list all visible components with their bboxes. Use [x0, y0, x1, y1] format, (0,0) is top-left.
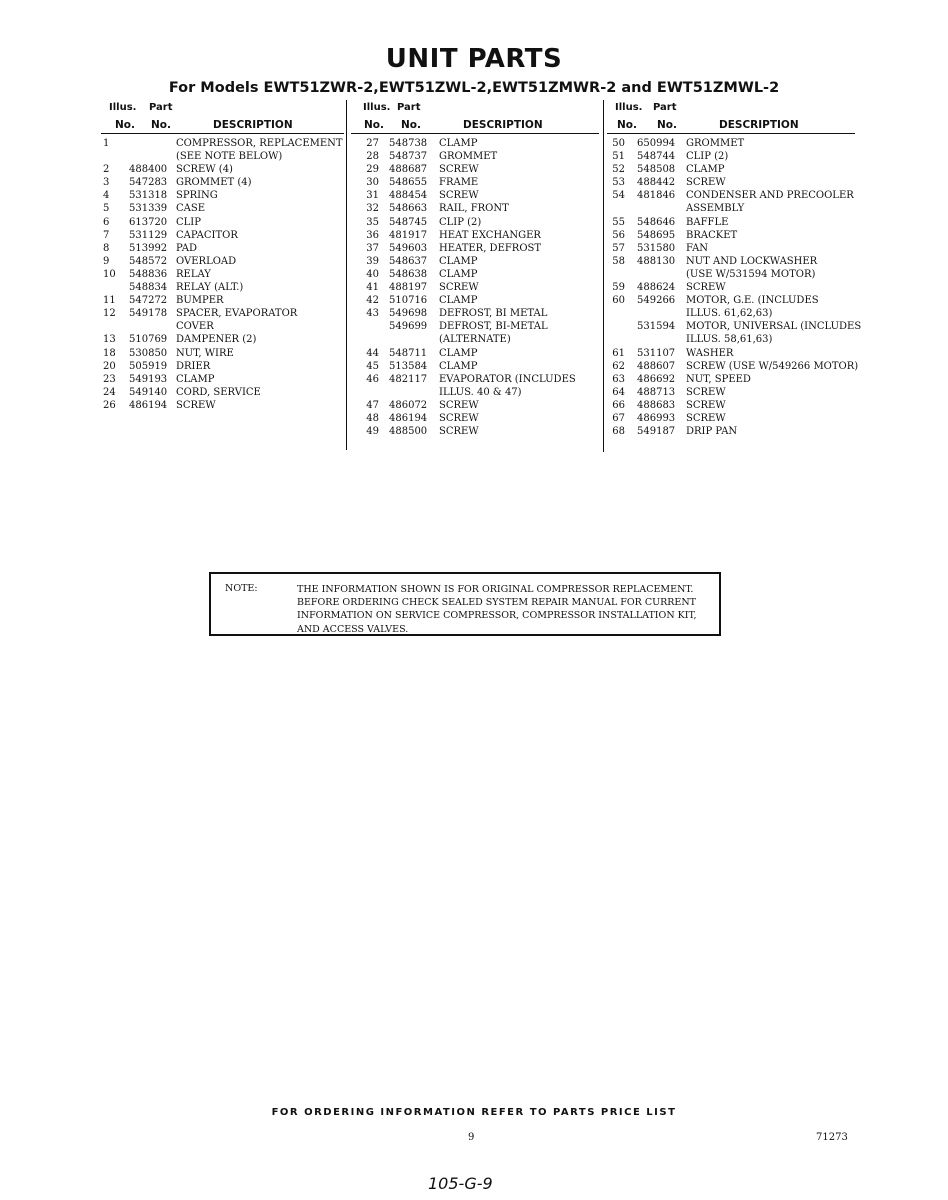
part-header: Part: [397, 102, 421, 113]
part-description: HEAT EXCHANGER: [439, 229, 541, 241]
part-number: 486993: [637, 412, 676, 424]
part-description: ILLUS. 58,61,63): [686, 334, 773, 346]
table-row: [607, 150, 855, 163]
part-number: 486692: [637, 373, 676, 385]
table-row: [607, 307, 855, 320]
part-description: COMPRESSOR, REPLACEMENT: [176, 138, 343, 149]
illus-number: 57: [612, 242, 625, 254]
part-number: 488687: [389, 164, 428, 176]
illus-no-header: No.: [364, 119, 384, 131]
part-number: 510769: [129, 334, 168, 346]
part-header: Part: [653, 102, 677, 113]
part-description: (ALTERNATE): [439, 334, 511, 346]
illus-number: 29: [366, 164, 379, 176]
part-number: 488683: [637, 399, 676, 411]
part-number: 548655: [389, 177, 428, 189]
illus-number: 35: [366, 216, 379, 228]
part-number: 548695: [637, 229, 676, 241]
part-description: SCREW: [686, 399, 726, 411]
table-row: [351, 412, 599, 425]
table-row: [101, 307, 344, 320]
table-row: [101, 255, 344, 268]
part-description: RELAY (ALT.): [176, 282, 244, 294]
illus-no-header: No.: [115, 119, 135, 131]
parts-rows: [101, 137, 344, 412]
parts-column-3: [607, 102, 862, 438]
illus-number: 27: [366, 138, 379, 149]
part-description: SCREW: [439, 412, 479, 424]
part-description: RELAY: [176, 268, 211, 280]
table-row: [101, 150, 344, 163]
note-text: THE INFORMATION SHOWN IS FOR ORIGINAL COMPRESSOR REPLACEMENT. BEFORE ORDERING CHECK SEALED SYSTEM REPAIR MANUAL FOR CURRENT INFORMATION ON SERVICE COMPRESSOR, COMPRESSOR INSTALLATION KIT, AND ACCESS VALVES.: [297, 584, 697, 635]
part-number: 549178: [129, 308, 168, 320]
page-title: UNIT PARTS: [385, 44, 563, 74]
part-description: CLAMP: [176, 373, 215, 385]
table-row: [351, 320, 599, 333]
illus-number: 26: [103, 399, 116, 411]
table-row: [607, 386, 855, 399]
part-number: 547283: [129, 177, 168, 189]
part-description: CLAMP: [439, 360, 478, 372]
table-row: [101, 163, 344, 176]
page-number: 9: [468, 1132, 475, 1143]
illus-number: 64: [612, 386, 625, 398]
table-row: [607, 347, 855, 360]
illus-number: 49: [366, 426, 379, 438]
part-description: NUT, SPEED: [686, 373, 751, 385]
part-number: 548834: [129, 282, 168, 294]
part-number: 510716: [389, 295, 428, 307]
illus-number: 31: [366, 190, 379, 202]
part-number: 548745: [389, 216, 428, 228]
part-description: CLAMP: [439, 255, 478, 267]
table-row: [101, 268, 344, 281]
parts-column-2: [351, 102, 599, 438]
table-row: [351, 150, 599, 163]
part-number: 549603: [389, 242, 428, 254]
part-description: HEATER, DEFROST: [439, 242, 542, 254]
table-row: [101, 176, 344, 189]
illus-number: 13: [103, 334, 116, 346]
table-row: [101, 281, 344, 294]
models-subtitle: For Models EWT51ZWR-2,EWT51ZWL-2,EWT51ZMWR-2 and EWT51ZMWL-2: [168, 80, 780, 96]
illus-number: 55: [612, 216, 625, 228]
part-description: DEFROST, BI METAL: [439, 308, 548, 320]
part-number: 488442: [637, 177, 676, 189]
part-description: CLIP (2): [686, 151, 729, 163]
illus-number: 23: [103, 373, 116, 385]
part-number: 549698: [389, 308, 428, 320]
part-description: CLAMP: [686, 164, 725, 176]
illus-number: 10: [103, 268, 116, 280]
illus-number: 62: [612, 360, 625, 372]
column-header: [101, 102, 344, 134]
table-row: [351, 399, 599, 412]
part-description: SCREW: [439, 190, 479, 202]
table-row: [607, 425, 855, 438]
part-number: 548663: [389, 203, 428, 215]
illus-no-header: No.: [617, 119, 637, 131]
table-row: [101, 320, 344, 333]
illus-number: 50: [612, 138, 625, 149]
table-row: [351, 216, 599, 229]
part-description: SCREW: [686, 177, 726, 189]
part-header: Part: [149, 102, 173, 113]
illus-number: 40: [366, 268, 379, 280]
part-description: COVER: [176, 321, 214, 333]
table-row: [101, 386, 344, 399]
illus-number: 52: [612, 164, 625, 176]
part-description: CLIP (2): [439, 216, 482, 228]
illus-header: Illus.: [109, 102, 137, 113]
table-row: [607, 242, 855, 255]
part-description: SCREW: [686, 412, 726, 424]
part-description: SCREW: [439, 164, 479, 176]
part-description: PAD: [176, 242, 198, 254]
table-row: [101, 333, 344, 346]
table-row: [351, 163, 599, 176]
part-description: WASHER: [686, 347, 734, 359]
part-number: 531318: [129, 190, 168, 202]
ordering-footer: FOR ORDERING INFORMATION REFER TO PARTS PRICE LIST: [271, 1107, 677, 1118]
note-label: NOTE:: [225, 583, 258, 594]
part-no-header: No.: [657, 119, 677, 131]
description-header: DESCRIPTION: [213, 119, 293, 131]
part-number: 531580: [637, 242, 676, 254]
illus-number: 61: [612, 347, 625, 359]
table-row: [351, 229, 599, 242]
illus-number: 5: [103, 203, 110, 215]
table-row: [607, 189, 855, 202]
part-description: CAPACITOR: [176, 229, 238, 241]
part-number: 548737: [389, 151, 428, 163]
part-number: 486072: [389, 399, 428, 411]
illus-number: 68: [612, 426, 625, 438]
table-row: [101, 242, 344, 255]
table-row: [607, 294, 855, 307]
table-row: [101, 399, 344, 412]
part-description: DAMPENER (2): [176, 334, 257, 346]
table-row: [351, 307, 599, 320]
illus-number: 43: [366, 308, 379, 320]
part-description: BAFFLE: [686, 216, 729, 228]
table-row: [351, 373, 599, 386]
part-number: 505919: [129, 360, 168, 372]
illus-number: 51: [612, 151, 625, 163]
part-description: EVAPORATOR (INCLUDES: [439, 373, 576, 385]
part-number: 548836: [129, 268, 168, 280]
part-number: 548646: [637, 216, 676, 228]
illus-number: 47: [366, 399, 379, 411]
part-number: 650994: [637, 138, 676, 149]
illus-number: 56: [612, 229, 625, 241]
part-description: SCREW: [439, 399, 479, 411]
parts-column-1: [101, 102, 344, 412]
part-number: 488500: [389, 426, 428, 438]
part-number: 513584: [389, 360, 428, 372]
table-row: [607, 216, 855, 229]
table-row: [351, 333, 599, 346]
table-row: [101, 373, 344, 386]
part-description: CLAMP: [439, 138, 478, 149]
illus-number: 36: [366, 229, 379, 241]
table-row: [607, 202, 855, 215]
part-description: DRIER: [176, 360, 211, 372]
column-header: [351, 102, 599, 134]
table-row: [607, 255, 855, 268]
table-row: [101, 347, 344, 360]
part-description: CLIP: [176, 216, 201, 228]
part-number: 548738: [389, 138, 428, 149]
illus-number: 2: [103, 164, 110, 176]
table-row: [607, 320, 862, 333]
illus-number: 58: [612, 255, 625, 267]
illus-number: 44: [366, 347, 379, 359]
illus-number: 53: [612, 177, 625, 189]
table-row: [607, 268, 855, 281]
part-description: FRAME: [439, 177, 479, 189]
part-no-header: No.: [401, 119, 421, 131]
table-row: [351, 360, 599, 373]
table-row: [607, 360, 859, 373]
part-description: OVERLOAD: [176, 255, 237, 267]
illus-number: 11: [103, 295, 116, 307]
part-number: 488197: [389, 282, 428, 294]
part-description: SCREW: [439, 282, 479, 294]
part-description: CLAMP: [439, 268, 478, 280]
table-row: [607, 373, 855, 386]
part-number: 481846: [637, 190, 676, 202]
illus-header: Illus.: [363, 102, 391, 113]
table-row: [351, 294, 599, 307]
illus-number: 54: [612, 190, 625, 202]
table-row: [351, 281, 599, 294]
part-number: 488624: [637, 282, 676, 294]
part-description: MOTOR, G.E. (INCLUDES: [686, 295, 819, 307]
part-description: (SEE NOTE BELOW): [176, 151, 283, 163]
illus-number: 6: [103, 216, 110, 228]
table-row: [101, 137, 344, 150]
illus-number: 18: [103, 347, 116, 359]
table-row: [607, 399, 855, 412]
document-number: 71273: [816, 1132, 848, 1143]
table-row: [607, 163, 855, 176]
handwritten-mark: 105-G-9: [428, 1174, 493, 1193]
table-row: [351, 242, 599, 255]
illus-number: 48: [366, 412, 379, 424]
parts-rows: [607, 137, 862, 438]
table-row: [351, 347, 599, 360]
part-number: 613720: [129, 216, 168, 228]
table-row: [351, 202, 599, 215]
part-description: NUT, WIRE: [176, 347, 234, 359]
part-number: 548711: [389, 347, 428, 359]
part-number: 488130: [637, 255, 676, 267]
part-description: SCREW: [686, 282, 726, 294]
part-number: 488607: [637, 360, 676, 372]
table-row: [607, 281, 855, 294]
part-description: NUT AND LOCKWASHER: [686, 255, 818, 267]
table-row: [101, 189, 344, 202]
header-rule: [607, 133, 855, 134]
part-number: 548744: [637, 151, 676, 163]
column-divider: [603, 100, 604, 452]
part-description: SCREW: [686, 386, 726, 398]
part-description: CLAMP: [439, 295, 478, 307]
part-number: 482117: [389, 373, 428, 385]
illus-number: 3: [103, 177, 110, 189]
part-number: 549193: [129, 373, 168, 385]
illus-number: 67: [612, 412, 625, 424]
illus-number: 63: [612, 373, 625, 385]
table-row: [101, 294, 344, 307]
illus-number: 60: [612, 295, 625, 307]
table-row: [607, 229, 855, 242]
illus-number: 46: [366, 373, 379, 385]
part-description: SCREW: [176, 399, 216, 411]
column-header: [607, 102, 855, 134]
column-divider: [346, 100, 347, 450]
illus-number: 1: [103, 138, 110, 149]
illus-number: 37: [366, 242, 379, 254]
illus-number: 41: [366, 282, 379, 294]
part-description: ILLUS. 40 & 47): [439, 386, 522, 398]
table-row: [101, 202, 344, 215]
illus-number: 28: [366, 151, 379, 163]
part-description: BRACKET: [686, 229, 738, 241]
illus-number: 42: [366, 295, 379, 307]
part-number: 549140: [129, 386, 168, 398]
part-number: 531594: [637, 321, 676, 333]
part-number: 531107: [637, 347, 676, 359]
table-row: [607, 412, 855, 425]
part-description: SPRING: [176, 190, 218, 202]
table-row: [351, 137, 599, 150]
part-description: SCREW: [439, 426, 479, 438]
part-description: CORD, SERVICE: [176, 386, 261, 398]
part-description: GROMMET: [439, 151, 498, 163]
part-description: GROMMET: [686, 138, 745, 149]
part-description: SPACER, EVAPORATOR: [176, 308, 298, 320]
part-number: 547272: [129, 295, 168, 307]
part-number: 530850: [129, 347, 168, 359]
table-row: [101, 216, 344, 229]
illus-number: 39: [366, 255, 379, 267]
table-row: [351, 176, 599, 189]
header-rule: [101, 133, 344, 134]
part-description: SCREW (4): [176, 164, 233, 176]
illus-number: 4: [103, 190, 110, 202]
part-number: 488400: [129, 164, 168, 176]
table-row: [351, 268, 599, 281]
part-number: 486194: [129, 399, 168, 411]
part-number: 531129: [129, 229, 168, 241]
illus-number: 7: [103, 229, 110, 241]
part-description: SCREW (USE W/549266 MOTOR): [686, 360, 859, 372]
part-description: BUMPER: [176, 295, 224, 307]
part-description: CLAMP: [439, 347, 478, 359]
illus-number: 30: [366, 177, 379, 189]
table-row: [101, 360, 344, 373]
illus-number: 12: [103, 308, 116, 320]
part-description: DEFROST, BI-METAL: [439, 321, 548, 333]
description-header: DESCRIPTION: [719, 119, 799, 131]
part-number: 548638: [389, 268, 428, 280]
note-box: [209, 572, 721, 636]
part-number: 488454: [389, 190, 428, 202]
part-description: FAN: [686, 242, 709, 254]
table-row: [101, 229, 344, 242]
part-description: ASSEMBLY: [686, 203, 745, 215]
illus-number: 8: [103, 242, 110, 254]
part-number: 549187: [637, 426, 676, 438]
table-row: [607, 333, 855, 346]
part-description: RAIL, FRONT: [439, 203, 509, 215]
part-number: 548572: [129, 255, 168, 267]
table-row: [351, 255, 599, 268]
part-description: CONDENSER AND PRECOOLER: [686, 190, 854, 202]
part-number: 531339: [129, 203, 168, 215]
table-row: [607, 176, 855, 189]
table-row: [607, 137, 855, 150]
table-row: [351, 386, 599, 399]
description-header: DESCRIPTION: [463, 119, 543, 131]
part-number: 486194: [389, 412, 428, 424]
header-rule: [351, 133, 599, 134]
illus-number: 59: [612, 282, 625, 294]
illus-number: 24: [103, 386, 116, 398]
part-description: (USE W/531594 MOTOR): [686, 268, 816, 280]
part-number: 548637: [389, 255, 428, 267]
part-number: 549699: [389, 321, 428, 333]
part-number: 548508: [637, 164, 676, 176]
part-number: 481917: [389, 229, 428, 241]
table-row: [351, 189, 599, 202]
part-number: 513992: [129, 242, 168, 254]
illus-number: 20: [103, 360, 116, 372]
part-description: CASE: [176, 203, 206, 215]
part-description: DRIP PAN: [686, 426, 738, 438]
parts-rows: [351, 137, 599, 438]
part-number: 488713: [637, 386, 676, 398]
part-no-header: No.: [151, 119, 171, 131]
part-description: GROMMET (4): [176, 177, 252, 189]
illus-number: 32: [366, 203, 379, 215]
illus-header: Illus.: [615, 102, 643, 113]
illus-number: 45: [366, 360, 379, 372]
part-description: ILLUS. 61,62,63): [686, 308, 773, 320]
illus-number: 66: [612, 399, 625, 411]
table-row: [351, 425, 599, 438]
illus-number: 9: [103, 255, 110, 267]
part-description: MOTOR, UNIVERSAL (INCLUDES: [686, 321, 862, 333]
part-number: 549266: [637, 295, 676, 307]
